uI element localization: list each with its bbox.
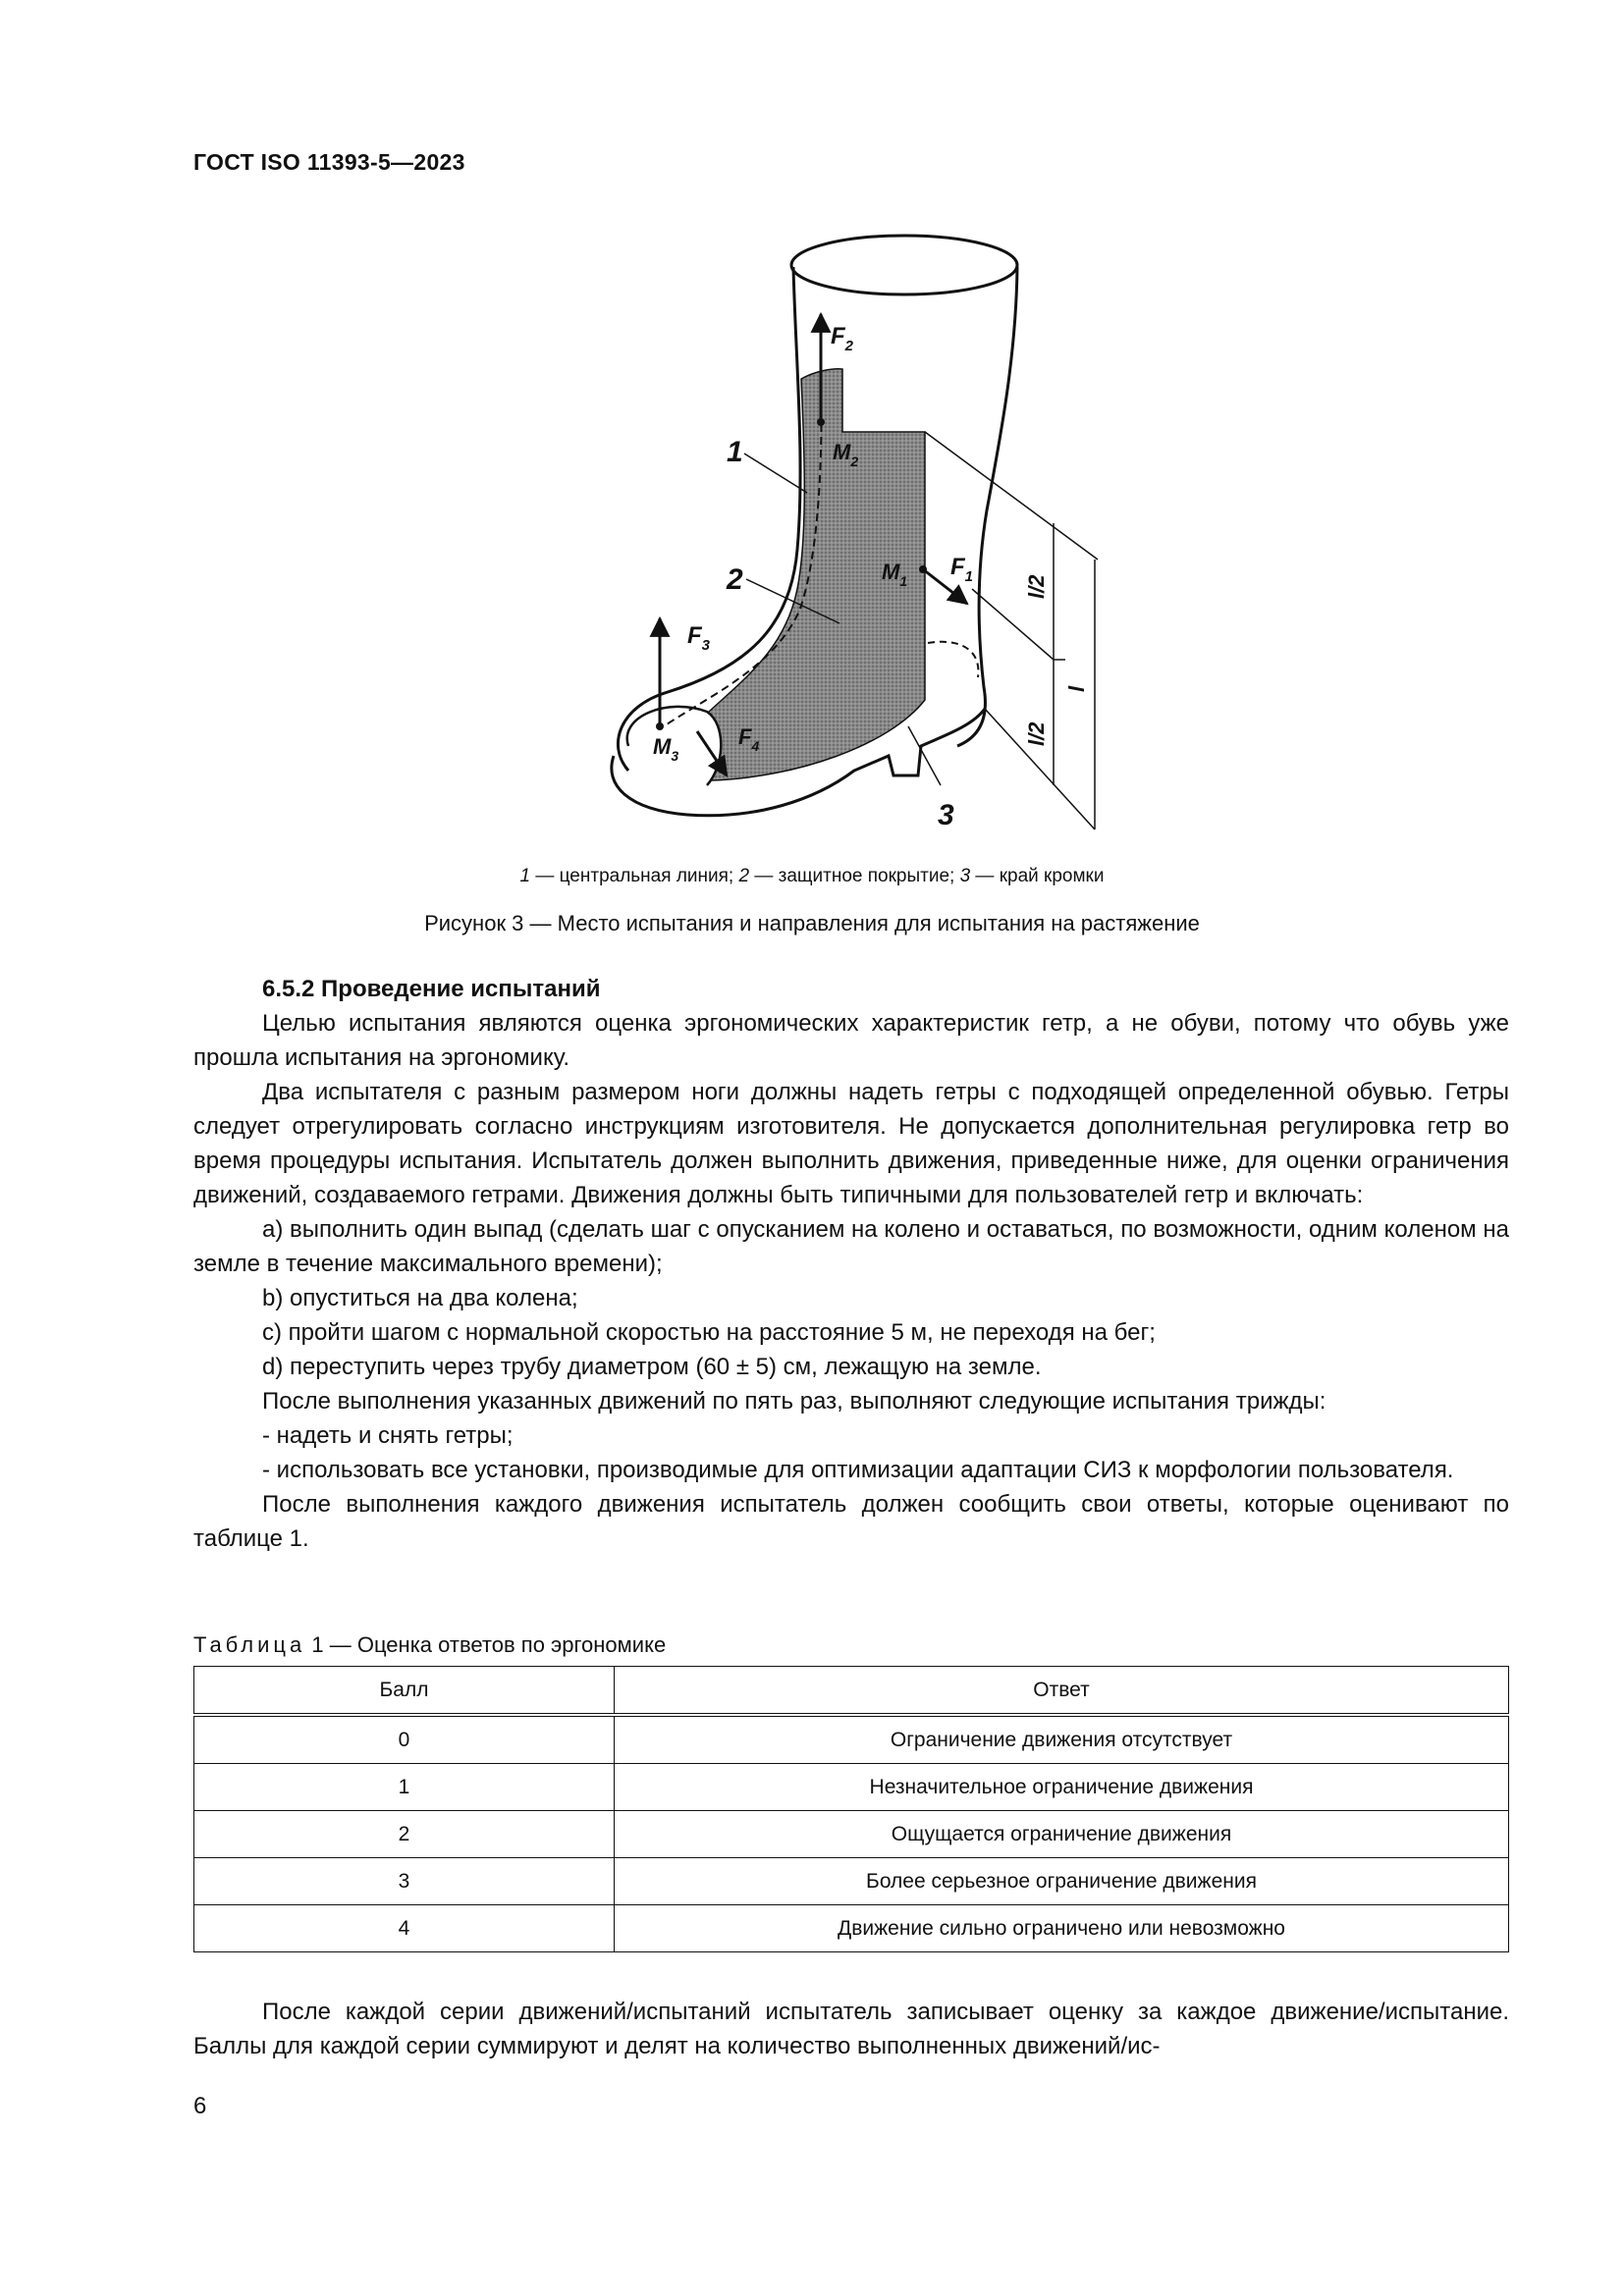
label-m3: $M_3$	[653, 734, 679, 764]
table-title-label: Таблица	[193, 1632, 306, 1657]
table-row	[194, 1905, 1509, 1952]
table-header-row	[194, 1667, 1509, 1716]
leader-1	[744, 454, 807, 493]
point-m3	[656, 722, 664, 730]
list-item-b: b) опуститься на два колена;	[262, 1285, 578, 1311]
legend-key-2: 2	[738, 866, 750, 886]
point-m1	[919, 565, 927, 573]
table-cell-answer: Более серьезное ограничение движения	[615, 1858, 1509, 1905]
callout-1: 1	[727, 436, 743, 468]
table-header-answer: Ответ	[615, 1667, 1509, 1716]
table-cell-answer: Движение сильно ограничено или невозможно	[615, 1905, 1509, 1952]
boot-figure	[589, 226, 1100, 854]
label-half-top: l/2	[1024, 574, 1049, 599]
label-length: l	[1064, 685, 1089, 692]
paragraph-5: После каждой серии движений/испытаний испытатель записывает оценку за каждое движение/испытание. Баллы для каждой серии суммируют и делят на количество выполненных движений/ис-	[193, 1999, 1509, 2059]
figure-caption: Рисунок 3 — Место испытания и направления для испытания на растяжение	[424, 911, 1200, 935]
label-f2: $F_2$	[831, 323, 854, 354]
dim-ext-top	[925, 432, 1098, 560]
dash-item-2: - использовать все установки, производимые для оптимизации адаптации СИЗ к морфологии пользователя.	[262, 1457, 1454, 1483]
dash-item-1: - надеть и снять гетры;	[262, 1422, 514, 1449]
list-item-c: c) пройти шагом с нормальной скоростью на расстояние 5 м, не переходя на бег;	[262, 1319, 1156, 1346]
legend-key-1: 1	[519, 866, 531, 886]
paragraph-2: Два испытателя с разным размером ноги должны надеть гетры с подходящей определенной обувью. Гетры следует отрегулировать согласно инструкциям изготовителя. Не допускается дополнительная регулировка гетр во время процедуры испытания. Испытатель должен выполнить движения, приведенные ниже, для оценки ограничения движений, создаваемого гетрами. Движения должны быть типичными для пользователей гетр и включать:	[193, 1079, 1509, 1208]
legend-key-3: 3	[959, 866, 971, 886]
paragraph-3: После выполнения указанных движений по пять раз, выполняют следующие испытания трижды:	[262, 1388, 1326, 1415]
boot-top-rim	[791, 236, 1017, 294]
callout-3: 3	[938, 799, 954, 831]
table-cell-answer: Ограничение движения отсутствует	[615, 1715, 1509, 1764]
section-heading: 6.5.2 Проведение испытаний	[262, 976, 601, 1002]
label-m2: $M_2$	[833, 440, 859, 469]
list-item-d: d) переступить через трубу диаметром (60 ± 5) см, лежащую на земле.	[262, 1354, 1042, 1380]
point-m2	[817, 418, 825, 426]
table-header-score: Балл	[194, 1667, 615, 1716]
closing-text	[193, 1995, 1509, 2063]
ergonomics-table	[193, 1666, 1509, 1952]
callout-2: 2	[727, 563, 743, 596]
table-cell-score: 0	[194, 1715, 615, 1764]
boot-back-outline	[957, 267, 1017, 746]
table-row	[194, 1858, 1509, 1905]
label-f1: $F_1$	[950, 554, 974, 585]
figure-legend	[0, 866, 1624, 887]
table-title-text: 1 — Оценка ответов по эргономике	[305, 1632, 667, 1657]
table-cell-answer: Ощущается ограничение движения	[615, 1811, 1509, 1858]
paragraph-1: Целью испытания являются оценка эргономических характеристик гетр, а не обуви, потому что обувь уже прошла испытания на эргономику.	[193, 1010, 1509, 1071]
page-number: 6	[193, 2093, 207, 2119]
table-cell-score: 1	[194, 1764, 615, 1811]
label-f3: $F_3$	[687, 622, 711, 654]
boot-drawing	[589, 226, 1100, 854]
paragraph-4: После выполнения каждого движения испытатель должен сообщить свои ответы, которые оценивают по таблице 1.	[193, 1491, 1509, 1552]
table-cell-score: 4	[194, 1905, 615, 1952]
table-row	[194, 1811, 1509, 1858]
legend-text-3: — край кромки	[970, 866, 1105, 886]
list-item-a: a) выполнить один выпад (сделать шаг с опусканием на колено и оставаться, по возможности, одним коленом на земле в течение максимального времени);	[193, 1216, 1509, 1277]
label-m1: $M_1$	[882, 560, 908, 589]
document-header: ГОСТ ISO 11393-5—2023	[193, 149, 465, 175]
heel-rim	[928, 642, 978, 677]
table-title	[193, 1632, 666, 1658]
section-body	[193, 972, 1509, 1556]
table-row	[194, 1764, 1509, 1811]
table-cell-score: 2	[194, 1811, 615, 1858]
table-row	[194, 1715, 1509, 1764]
label-f4: $F_4$	[738, 724, 760, 754]
table-cell-answer: Незначительное ограничение движения	[615, 1764, 1509, 1811]
label-half-bottom: l/2	[1024, 721, 1049, 746]
legend-text-2: — защитное покрытие;	[749, 866, 960, 886]
legend-text-1: — центральная линия;	[530, 866, 739, 886]
table-cell-score: 3	[194, 1858, 615, 1905]
